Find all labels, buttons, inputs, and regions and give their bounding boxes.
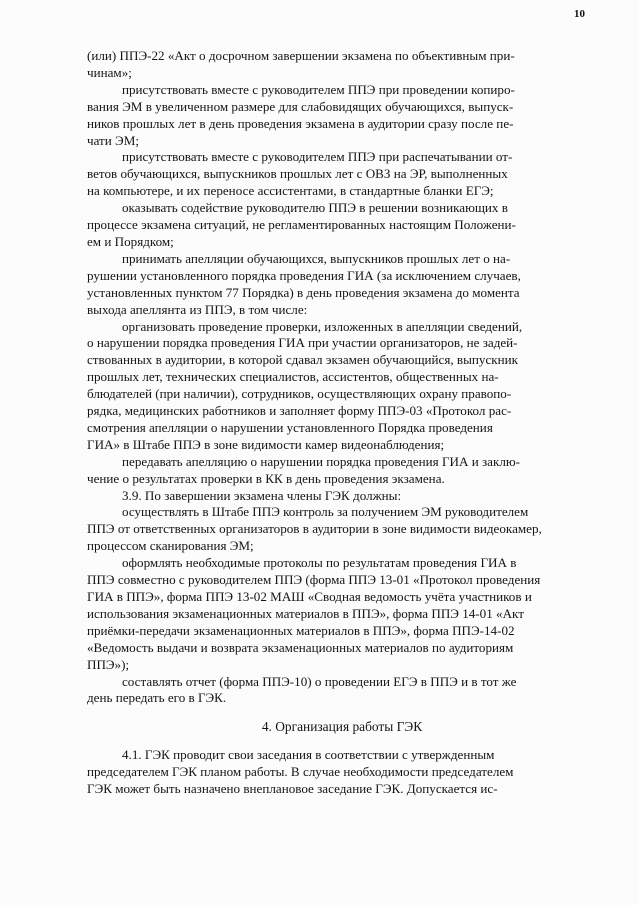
paragraph-copying-em: присутствовать вместе с руководителем ППЭ при проведении копиро- вания ЭМ в увеличенном размере для слабовидящих обучающихся, выпуск- ников прошлых лет в день проведения экзамена в аудитории сразу после пе- чати ЭМ; — [87, 81, 515, 148]
paragraph-protocols: оформлять необходимые протоколы по результатам проведения ГИА в ППЭ совместно с руководителем ППЭ (форма ППЭ 13-01 «Протокол проведения ГИА в ППЭ», форма ППЭ 13-02 МАШ «Сводная ведомость учёта участников и использования экзаменационных материалов в ППЭ», форма ППЭ 14-01 «Акт приёмки-передачи экзаменационных материалов в ППЭ», форма ППЭ-14-02 «Ведомость выдачи и возврата экзаменационных материалов по аудиториям ППЭ»); — [87, 555, 541, 672]
paragraph-control-em: осуществлять в Штабе ППЭ контроль за получением ЭМ руководителем ППЭ от ответственных организаторов в аудитории в зоне видимости видеокамер, процессом сканирования ЭМ; — [87, 504, 542, 554]
paragraph-assist-head: оказывать содействие руководителю ППЭ в решении возникающих в процессе экзамена ситуаций, не регламентированных настоящим Положени- ем и Порядком; — [87, 200, 516, 249]
page-number: 10 — [574, 8, 585, 20]
paragraph-clause-4-1: 4.1. ГЭК проводит свои заседания в соответствии с утвержденным председателем ГЭК планом работы. В случае необходимости председателем ГЭК может быть назначено внеплановое заседание ГЭК. Допускается ис- — [87, 747, 514, 797]
paragraph-accept-appeals: принимать апелляции обучающихся, выпускников прошлых лет о на- рушении установленного порядка проведения ГИА (за исключением случаев, установленных пунктом 77 Порядка) в день проведения экзамена до момента выхода апеллянта из ППЭ, в том числе: — [87, 250, 521, 317]
paragraphs-before-heading — [87, 48, 597, 707]
paragraph-clause-3-9: 3.9. По завершении экзамена члены ГЭК должны: — [122, 487, 402, 503]
paragraphs-after-heading — [87, 747, 597, 798]
paragraph-continuation: (или) ППЭ-22 «Акт о досрочном завершении экзамена по объективным при- чинам»; — [87, 48, 515, 80]
paragraph-transfer-appeal: передавать апелляцию о нарушении порядка проведения ГИА и заклю- чение о результатах проверки в КК в день проведения экзамена. — [87, 453, 521, 486]
section-heading: 4. Организация работы ГЭК — [261, 719, 423, 735]
paragraph-organize-check: организовать проведение проверки, изложенных в апелляции сведений, о нарушении порядка проведения ГИА при участии организаторов, не задей- ствованных в аудитории, в которой сдавал экзамен обучающийся, выпускник прошлых лет, технических специалистов, ассистентов, общественных на- блюдателей (при наличии), сотрудников, осуществляющих охрану правопо- рядка, медицинских работников и заполняет форму ППЭ-03 «Протокол рас- смотрения апелляции о нарушении установленного Порядка проведения ГИА» в Штабе ППЭ в зоне видимости камер видеонаблюдения; — [87, 318, 523, 452]
document-body — [87, 48, 597, 798]
paragraph-printing-answers: присутствовать вместе с руководителем ППЭ при распечатывании от- ветов обучающихся, выпускников прошлых лет с ОВЗ на ЭР, выполненных на компьютере, и их переносе ассистентами, в стандартные бланки ЕГЭ; — [87, 149, 513, 199]
paragraph-report: составлять отчет (форма ППЭ-10) о проведении ЕГЭ в ППЭ и в тот же день передать его в ГЭК. — [87, 673, 517, 706]
